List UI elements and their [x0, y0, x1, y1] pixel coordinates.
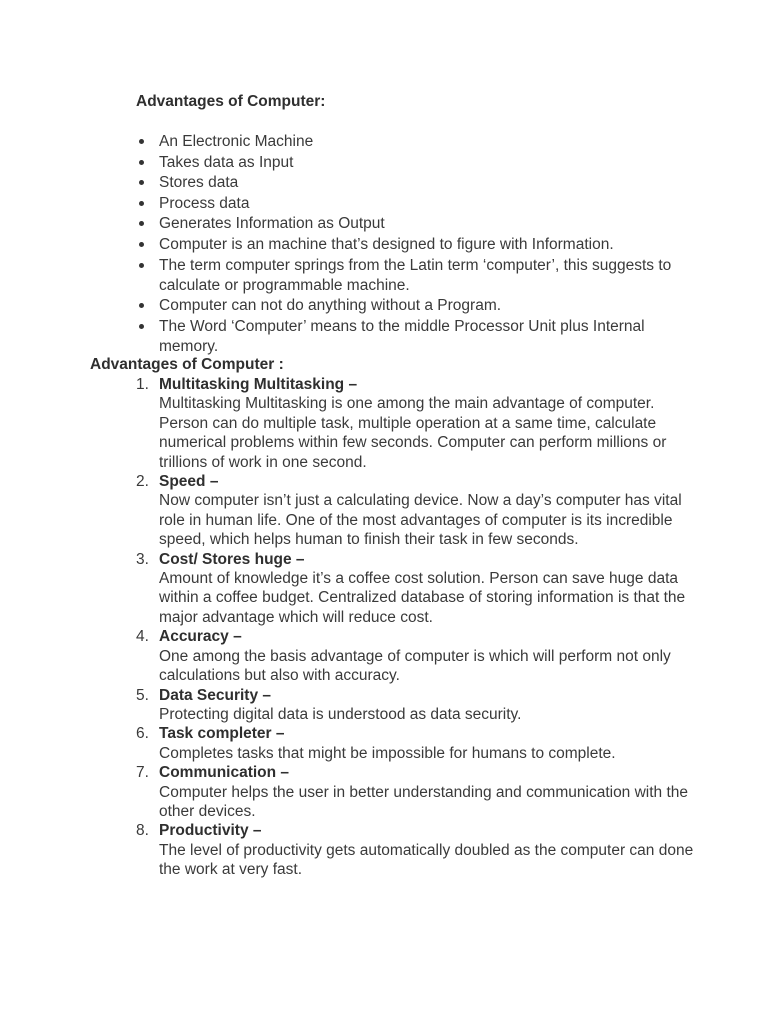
list-item	[136, 821, 696, 879]
item-number: 3.	[136, 550, 149, 568]
item-number: 5.	[136, 686, 149, 704]
item-description: Computer helps the user in better understanding and communication with the other devices.	[159, 783, 689, 820]
list-item	[136, 375, 696, 472]
item-title: Speed –	[159, 473, 219, 491]
item-number: 6.	[136, 725, 149, 743]
item-title: Cost/ Stores huge –	[159, 550, 305, 568]
bullet-item: The Word ‘Computer’ means to the middle Processor Unit plus Internal memory.	[136, 317, 696, 357]
item-title: Accuracy –	[159, 628, 242, 646]
bullet-item: Takes data as Input	[136, 153, 696, 173]
item-description: Multitasking Multitasking is one among the main advantage of computer. Person can do multiple task, multiple operation at a same time, calculate numerical problems within few seconds. Computer can perform millions or trillions of work in one second.	[159, 395, 667, 471]
item-description: The level of productivity gets automatically doubled as the computer can done the work at very fast.	[159, 841, 694, 879]
numbered-list	[136, 375, 696, 880]
item-title: Communication –	[159, 764, 290, 782]
item-number: 7.	[136, 764, 149, 782]
list-item	[136, 627, 696, 685]
item-number: 8.	[136, 822, 149, 840]
item-title: Data Security –	[159, 686, 271, 704]
item-description: Completes tasks that might be impossible for humans to complete.	[159, 744, 616, 762]
item-description: One among the basis advantage of computer is which will perform not only calculations but also with accuracy.	[159, 647, 671, 685]
item-number: 1.	[136, 376, 149, 393]
item-description: Now computer isn’t just a calculating device. Now a day’s computer has vital role in human life. One of the most advantages of computer is its incredible speed, which helps human to finish their task in few seconds.	[159, 492, 682, 549]
section-heading-1: Advantages of Computer:	[136, 93, 326, 110]
list-item	[136, 724, 696, 763]
item-number: 4.	[136, 628, 149, 646]
bullet-item: Computer is an machine that’s designed to figure with Information.	[136, 235, 696, 255]
item-title: Task completer –	[159, 725, 285, 743]
item-title: Productivity –	[159, 822, 262, 840]
list-item	[136, 686, 696, 725]
bullet-item: Stores data	[136, 173, 696, 193]
bullet-item: An Electronic Machine	[136, 132, 696, 152]
item-description: Amount of knowledge it’s a coffee cost solution. Person can save huge data within a coffee budget. Centralized database of storing information is that the major advantage which will reduce cost.	[159, 570, 686, 626]
bullet-item: Computer can not do anything without a Program.	[136, 296, 696, 316]
list-item	[136, 472, 696, 550]
bullet-item: Process data	[136, 194, 696, 214]
bullet-item: The term computer springs from the Latin term ‘computer’, this suggests to calculate or programmable machine.	[136, 256, 696, 296]
item-description: Protecting digital data is understood as data security.	[159, 705, 522, 723]
section-heading-2: Advantages of Computer :	[90, 356, 284, 373]
bullet-item: Generates Information as Output	[136, 214, 696, 234]
list-item	[136, 550, 696, 628]
item-number: 2.	[136, 473, 149, 491]
bullet-list	[136, 132, 696, 357]
list-item	[136, 763, 696, 821]
item-title: Multitasking Multitasking –	[159, 376, 358, 393]
